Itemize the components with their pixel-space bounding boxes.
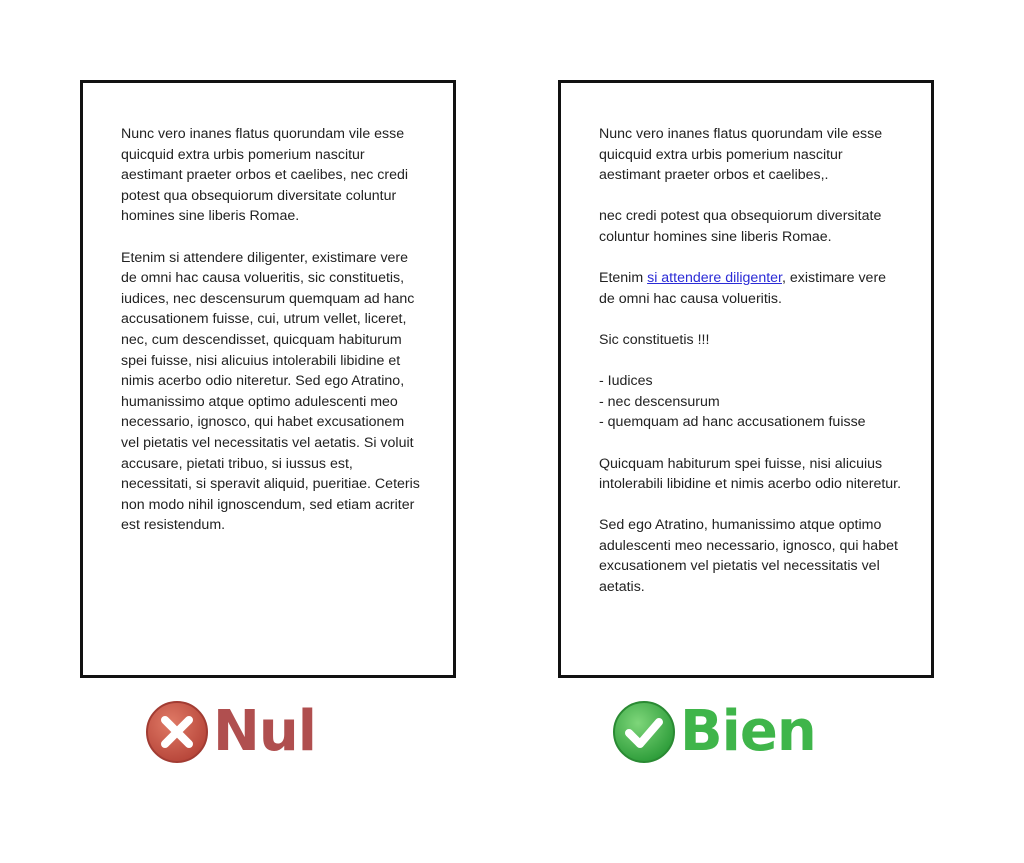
- verdict-label: Nul: [213, 699, 316, 764]
- good-example-panel: [558, 80, 934, 678]
- text: Etenim: [599, 270, 648, 287]
- bad-example-text: [121, 124, 426, 556]
- paragraph-with-link: [599, 268, 904, 309]
- bad-example-panel: [80, 80, 456, 678]
- verdict-bad: [145, 700, 316, 764]
- dash-list: [599, 371, 904, 433]
- good-example-text: [599, 124, 904, 618]
- verdict-label: Bien: [680, 699, 816, 764]
- x-circle-icon: [145, 700, 209, 764]
- list-item: - nec descensurum: [599, 393, 720, 410]
- paragraph: Etenim si attendere diligenter, existimare vere de omni hac causa volueritis, sic constituetis, iudices, nec descensurum quemquam ad hanc accusationem fuisse, cui, utrum vellet, liceret, nec, cum descendisset, quicquam habiturum spei fuisse, nisi alicuius intolerabili libidine et nimis acerbo odio niteretur. Sed ego Atratino, humanissimo atque optimo adulescenti meo necessario, ignosco, qui habet excusationem vel pietatis vel necessitatis vel aetatis. Si voluit accusare, pietati tribuo, si iussus est, necessitati, si speravit aliquid, pueritiae. Ceteris non modo nihil ignoscendum, sed etiam acriter est resistendum.: [121, 249, 420, 534]
- verdict-good: [612, 700, 816, 764]
- paragraph: Nunc vero inanes flatus quorundam vile esse quicquid extra urbis pomerium nascitur aestimant praeter orbos et caelibes, nec credi potest qua obsequiorum diversitate coluntur homines sine liberis Romae.: [121, 126, 409, 225]
- paragraph: Sed ego Atratino, humanissimo atque optimo adulescenti meo necessario, ignosco, qui habet excusationem vel pietatis vel necessitatis vel aetatis.: [599, 517, 898, 596]
- paragraph: nec credi potest qua obsequiorum diversitate coluntur homines sine liberis Romae.: [599, 208, 882, 245]
- check-circle-icon: [612, 700, 676, 764]
- paragraph: Quicquam habiturum spei fuisse, nisi alicuius intolerabili libidine et nimis acerbo odio niteretur.: [599, 455, 902, 493]
- paragraph: Sic constituetis !!!: [599, 331, 710, 348]
- list-item: - Iudices: [599, 373, 653, 390]
- inline-link[interactable]: si attendere diligenter: [647, 270, 782, 287]
- text: , existimare vere de omni hac causa volueritis.: [599, 270, 887, 307]
- paragraph: Nunc vero inanes flatus quorundam vile esse quicquid extra urbis pomerium nascitur aestimant praeter orbos et caelibes,.: [599, 126, 883, 184]
- list-item: - quemquam ad hanc accusationem fuisse: [599, 414, 866, 431]
